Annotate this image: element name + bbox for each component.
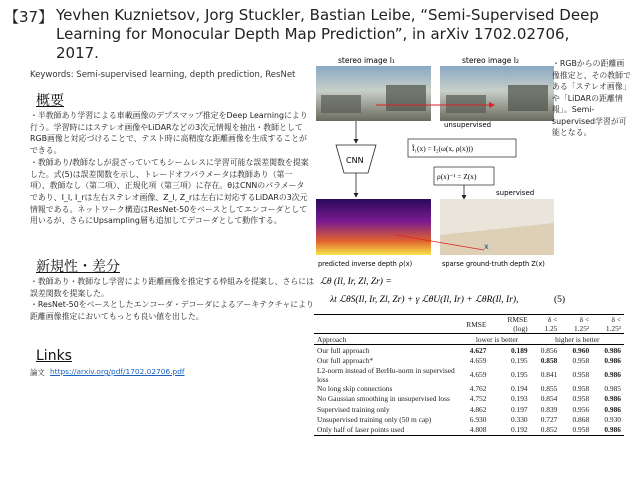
value-cell: 6.930 [469,414,487,424]
table-row [314,394,624,404]
table-row [314,366,624,384]
stereo-right-label: stereo image I₂ [462,56,519,65]
value-cell: 0.854 [540,394,558,404]
header-cell: lower is better [475,334,519,344]
results-table-body [314,345,624,435]
value-cell: 0.958 [572,424,590,434]
predicted-depth-label: predicted inverse depth ρ(x) [318,260,413,268]
paper-title: Yevhen Kuznietsov, Jorg Stuckler, Bastian Leibe, “Semi-Supervised Deep Learning for Monocular Depth Map Prediction”, in arXiv 1702.02706, 2017. [56,6,599,62]
value-cell: 4.752 [469,394,487,404]
value-cell: 0.986 [604,370,621,380]
formula-eq-number: (5) [554,295,566,305]
novelty-heading: 新規性・差分 [36,259,120,275]
value-cell: 0.855 [540,384,558,394]
table-row [314,424,624,435]
table-row [314,414,624,424]
ground-truth-label: sparse ground-truth depth Z(x) [442,260,545,268]
value-cell: 4.862 [469,404,487,414]
value-cell: 4.659 [469,355,487,365]
method-figure [316,55,554,270]
approach-cell: Supervised training only [317,404,390,414]
value-cell: 0.856 [540,345,558,355]
overview-heading: 概要 [36,93,64,109]
header-cell: δ < 1.25³ [605,315,621,333]
value-cell: 0.194 [510,384,528,394]
value-cell: 4.762 [469,384,487,394]
value-cell: 0.958 [572,355,590,365]
header-cell [314,315,463,334]
value-cell: 0.868 [572,414,590,424]
formula-line-1: ℒθ (Il, Ir, Zl, Zr) = [320,277,392,287]
value-cell: 0.852 [540,424,558,434]
formula-line-2: λt ℒθS(Il, Ir, Zl, Zr) + γ ℒθU(Il, Ir) + ℒθR(Il, Ir), [330,295,519,305]
figure-note: ・RGBからの距離画像推定と、その教師である「ステレオ画像」や「LiDARの距離情報」。Semi-supervised学習が可能となる。 [552,59,631,137]
value-cell: 0.330 [510,414,528,424]
value-cell: 0.960 [572,345,590,355]
header-cell: δ < 1.25² [574,315,590,333]
x-marker: x [484,242,489,251]
value-cell: 0.193 [510,394,528,404]
value-cell: 0.956 [572,404,590,414]
cnn-label: CNN [346,156,364,165]
approach-cell: Our full approach* [317,355,374,365]
novelty-text: ・教師あり・教師なし学習により距離画像を推定する枠組みを提案し、さらには誤差関数を提案した。 ・ResNet-50をベースとしたエンコーダ・デコーダによるアーキテクチャにより距離画像推定においてもっとも良い値を出した。 [30,277,315,322]
approach-cell: Our full approach [317,345,370,355]
header-cell: RMSE [466,319,487,329]
warp-equation: Î₁(x) = I₂(ω(x, ρ(x))) [412,144,473,153]
approach-cell: Only half of laser points used [317,424,405,434]
value-cell: 0.727 [540,414,558,424]
value-cell: 0.195 [510,370,528,380]
header-cell: RMSE (log) [507,315,528,333]
value-cell: 0.197 [510,404,528,414]
slide-number: 【37】 [4,8,54,26]
depth-equation: ρ(x)⁻¹ = Z(x) [437,172,477,181]
value-cell: 0.930 [604,414,621,424]
value-cell: 4.659 [469,370,487,380]
approach-cell: L2-norm instead of BerHu-norm in supervised loss [317,365,455,384]
table-row [314,384,624,394]
overview-text: ・半教師あり学習による車載画像のデプスマップ推定をDeep Learningにより行う。学習時にはステレオ画像やLiDARなどの3次元情報を抽出・教師として RGB画像と対応づけることで、テスト時に高精度な距離画像を生成することができる。 ・教師あり/教師なしが混ざっていてもシームレスに学習可能な誤差関数を提案した。式(5)は誤差関数を示し、トレードオフパラメータは教師あり（第一項）、教師なし（第二項）、正規化項（第三項）に存在。θはCNNのパラメータであり、I_l, I_rは左右ステレオ画像、Z_l, Z_rは左右に対応するLiDARの3次元情報である。ネットワーク構造はResNet-50をベースとしてエンコーダとして用いるが、さらにUpsampling層も追加してデコーダとして動作する。 [30,111,309,226]
value-cell: 0.858 [540,355,558,365]
approach-cell: No long skip connections [317,384,393,394]
value-cell: 0.958 [572,370,590,380]
value-cell: 0.841 [540,370,558,380]
links-heading: Links [36,348,72,364]
value-cell: 0.958 [572,384,590,394]
supervised-label: supervised [496,189,535,197]
value-cell: 0.192 [510,424,528,434]
value-cell: 0.986 [604,345,621,355]
unsupervised-label: unsupervised [444,121,492,129]
value-cell: 0.189 [510,345,528,355]
value-cell: 0.958 [572,394,590,404]
table-row [314,345,624,356]
loss-formula [318,272,578,310]
value-cell: 0.195 [510,355,528,365]
value-cell: 0.986 [604,424,621,434]
approach-cell: No Gaussian smoothing in unsupervised loss [317,394,450,404]
results-table [314,314,624,436]
value-cell: 0.986 [604,394,621,404]
stereo-left-label: stereo image I₁ [338,56,395,65]
keywords: Keywords: Semi-supervised learning, depth prediction, ResNet [30,70,296,80]
header-cell: Approach [317,334,347,344]
predicted-depth-image [316,199,431,255]
value-cell: 0.985 [604,384,621,394]
value-cell: 0.839 [540,404,558,414]
paper-link-label: 論文 [30,368,45,377]
header-cell: δ < 1.25 [544,315,558,333]
header-cell: higher is better [555,334,600,344]
value-cell: 4.627 [469,345,487,355]
table-row [314,404,624,414]
value-cell: 0.986 [604,404,621,414]
value-cell: 4.808 [469,424,487,434]
paper-link[interactable]: https://arxiv.org/pdf/1702.02706.pdf [50,367,185,376]
approach-cell: Unsupervised training only (50 m cap) [317,414,432,424]
value-cell: 0.986 [604,355,621,365]
table-row [314,355,624,365]
